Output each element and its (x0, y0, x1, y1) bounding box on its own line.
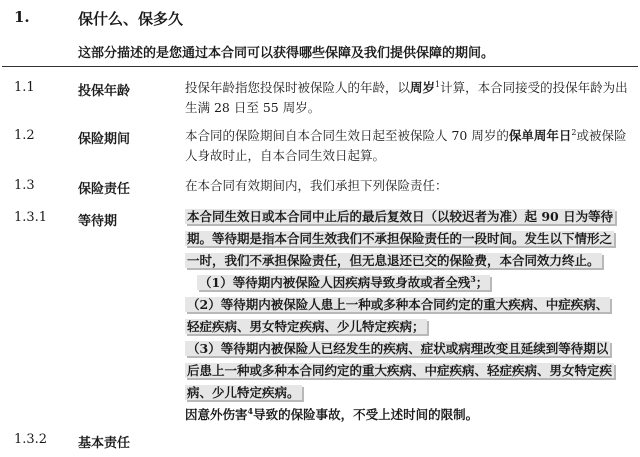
item-number: 1.1 (14, 80, 35, 95)
item-title: 保险责任 (78, 182, 131, 197)
accident-exception: 因意外伤害$^4$导致的保险事故，不受上述时间的限制。 (185, 405, 479, 422)
footnote-ref: 3 (470, 273, 476, 284)
waiting-list-item-2: （2）等待期内被保险人患上一种或多种本合同约定的重大疾病、中症疾病、轻症疾病、男女特定疾病、少儿特定疾病； (187, 297, 609, 334)
waiting-list-item-1: （1）等待期内被保险人因疾病导致身故或者全残$^3$； (199, 273, 489, 290)
item-number: 1.3.2 (14, 432, 48, 447)
item-title: 保险期间 (78, 132, 131, 147)
item-title: 投保年龄 (78, 84, 131, 99)
item-text: 本合同的保险期间自本合同生效日起至被保险人 70 周岁的保单周年日$^2$或被保险人身故时止，自本合同生效日起算。 (185, 127, 627, 163)
waiting-period-para: 本合同生效日或本合同中止后的最后复效日（以较迟者为准）起 90 日为等待期。等待期是指本合同生效我们不承担保险责任的一段时间。发生以下情形之一时，我们不承担保险责任，但无息退还已交的保险费，本合同效力终止。 (187, 209, 614, 268)
item-text: 在本合同有效期间内，我们承担下列保险责任： (185, 178, 448, 193)
section-number: 1. (14, 8, 30, 26)
item-number: 1.3 (14, 178, 35, 193)
footnote-ref: 2 (571, 127, 577, 137)
waiting-list-item-3: （3）等待期内被保险人已经发生的疾病、症状或病理改变且延续到等待期以后患上一种或多种本合同约定的重大疾病、中症疾病、轻症疾病、男女特定疾病、少儿特定疾病。 (187, 341, 613, 400)
section-divider (2, 66, 638, 67)
footnote-ref: 1 (435, 79, 441, 89)
item-title: 等待期 (78, 214, 118, 229)
term-zhousui: 周岁 (410, 80, 436, 95)
item-title: 基本责任 (78, 436, 131, 451)
item-number: 1.3.1 (14, 210, 48, 225)
section-title: 保什么、保多久 (78, 10, 184, 28)
term-policy-anniversary: 保单周年日 (508, 128, 572, 143)
footnote-ref: 4 (247, 405, 254, 416)
waiting-period-block (185, 206, 617, 426)
item-text: 投保年龄指您投保时被保险人的年龄，以周岁$^1$计算，本合同接受的投保年龄为出生满 28 日至 55 周岁。 (185, 79, 628, 115)
item-number: 1.2 (14, 128, 35, 143)
section-intro: 这部分描述的是您通过本合同可以获得哪些保障及我们提供保障的期间。 (78, 46, 495, 61)
